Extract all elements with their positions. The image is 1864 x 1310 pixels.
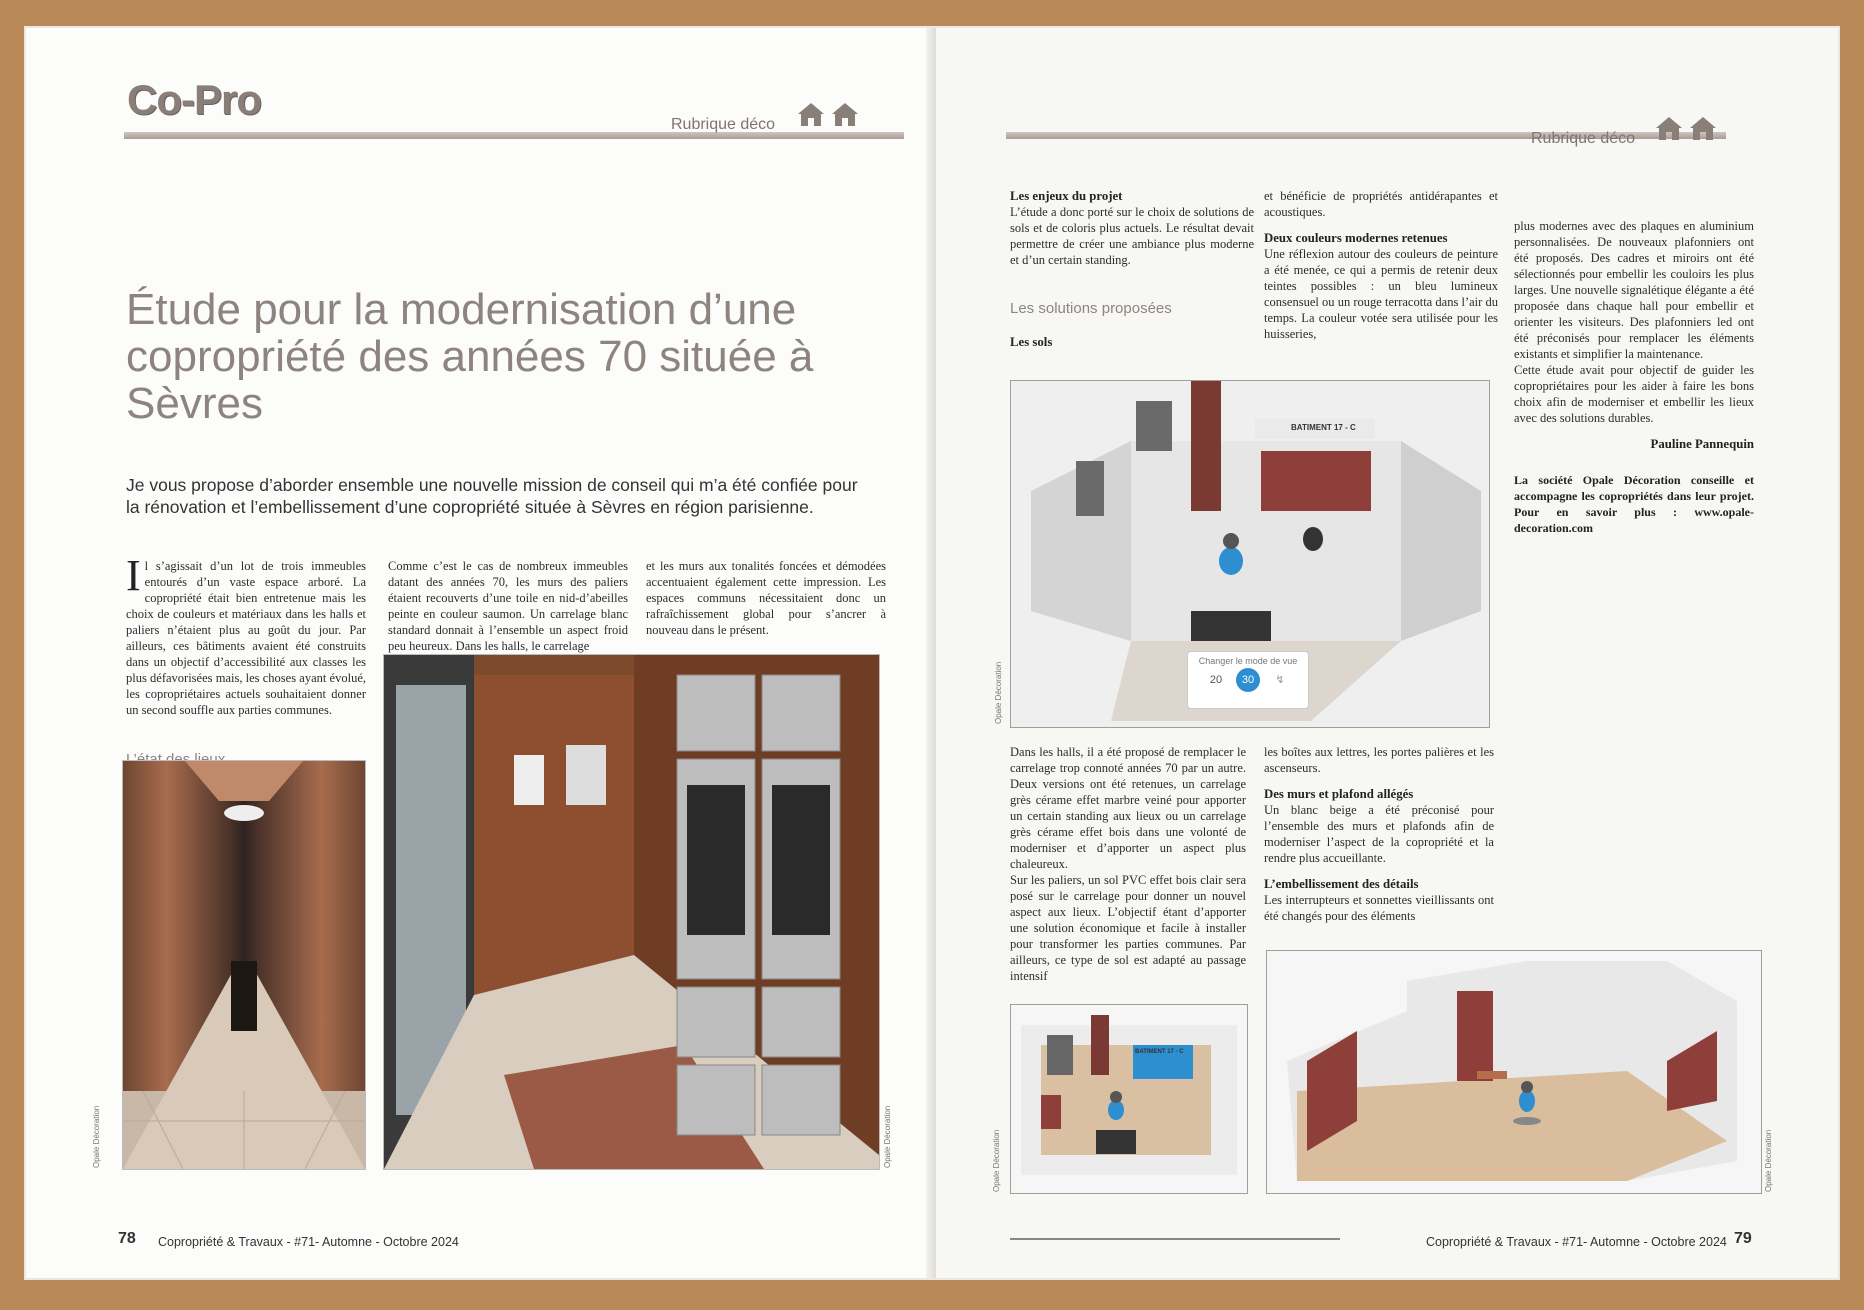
view-mode-widget[interactable] — [1187, 651, 1309, 709]
page-number: 79 — [1734, 1230, 1752, 1247]
right-column-2-top — [1264, 188, 1498, 342]
view-mode-label: Changer le mode de vue — [1198, 656, 1298, 666]
header-rule — [124, 132, 904, 139]
solutions-subhead: Les solutions proposées — [1010, 300, 1172, 317]
render-illustration-small — [1011, 1005, 1247, 1193]
sols-heading-block — [1010, 334, 1254, 350]
couleurs-text: Une réflexion autour des couleurs de peinture a été menée, ce qui a permis de retenir deux teintes possibles : un bleu lumineux consensuel ou un rouge terracotta dans l’air du temps. La couleur votée sera utilisée pour les huisseries, — [1264, 247, 1498, 341]
article-title: Étude pour la modernisation d’une copropriété des années 70 située à Sèvres — [126, 285, 814, 428]
rubric-label: Rubrique déco — [671, 116, 776, 133]
sols-text-2: Sur les paliers, un sol PVC effet bois clair sera posé sur le carrelage pour donner un nouvel aspect aux lieux. L’objectif étant d’apporter une solution économique et facile à installer pour transformer les parties communes. Par ailleurs, ce type de sol est adapté au passage intensif — [1010, 873, 1246, 983]
page-footer: Copropriété & Travaux - #71- Automne - Octobre 2024 — [158, 1235, 459, 1249]
left-column-1 — [126, 551, 366, 718]
right-column-1-top — [1010, 188, 1254, 268]
sols-col2-text: les boîtes aux lettres, les portes palières et les ascenseurs. — [1264, 745, 1494, 775]
article-lead: Je vous propose d’aborder ensemble une nouvelle mission de conseil qui m’a été confiée pour la rénovation et l’embellissement d’une copropriété située à Sèvres en région parisienne. — [126, 475, 858, 517]
photo-credit: Opale Décoration — [92, 1105, 101, 1168]
render-illustration-large — [1267, 951, 1761, 1193]
sols-text: Dans les halls, il a été proposé de remplacer le carrelage trop connoté années 70 par un autre. Deux versions ont été retenues, un carrelage grès cérame effet marbre veiné pour apporter un certain standing aux lieux ou un carrelage grès cérame effet bois dans une volonté de moderniser et d’apporter un aspect plus chaleureux. — [1010, 745, 1246, 871]
hall-3d-render — [1010, 380, 1490, 728]
left-column-3: et les murs aux tonalités foncées et démodées accentuaient également cette impression. Les espaces communs nécessitaient donc un rafraîchissement global pour s’ancrer à nouveau dans le présent. — [646, 559, 886, 637]
corridor-3d-render — [1266, 950, 1762, 1194]
photo-credit: Opale Décoration — [1764, 1129, 1773, 1192]
house-icon — [1688, 114, 1718, 142]
couleurs-heading: Deux couleurs modernes retenues — [1264, 231, 1448, 245]
page-footer: Copropriété & Travaux - #71- Automne - Octobre 2024 — [1426, 1235, 1727, 1249]
left-page — [26, 28, 934, 1278]
details-heading: L’embellissement des détails — [1264, 877, 1419, 891]
enjeux-text: L’étude a donc porté sur le choix de solutions de sols et de coloris plus actuels. Le résultat devait permettre de créer une ambiance plus moderne et d’un certain standing. — [1010, 205, 1254, 267]
author-name: Pauline Pannequin — [1650, 437, 1754, 451]
photo-credit: Opale Décoration — [883, 1105, 892, 1168]
house-icon — [796, 100, 826, 128]
page-number: 78 — [118, 1230, 136, 1247]
details-text: Les interrupteurs et sonnettes vieillissants ont été changés pour des éléments — [1264, 893, 1494, 923]
render-sign: BATIMENT 17 - C — [1291, 423, 1356, 432]
sols-heading: Les sols — [1010, 335, 1053, 349]
render-sign-small: BATIMENT 17 - C — [1135, 1049, 1184, 1055]
right-column-3 — [1514, 218, 1754, 536]
hall-mailbox-photo — [383, 654, 880, 1170]
magazine-spread — [26, 28, 1838, 1278]
col3-text-2: Cette étude avait pour objectif de guider les copropriétaires pour les aider à faire les bons choix afin de moderniser et embellir les lieux avec des solutions durables. — [1514, 363, 1754, 425]
sols-column-2 — [1264, 744, 1494, 924]
corridor-photo — [122, 760, 366, 1170]
photo-credit: Opale Décoration — [994, 661, 1003, 724]
col2-top-text: et bénéficie de propriétés antidérapantes et acoustiques. — [1264, 189, 1498, 219]
house-icon — [1654, 114, 1684, 142]
author-bio: La société Opale Décoration conseille et accompagne les copropriétés dans leur projet. Pour en savoir plus : www.opale-decoration.com — [1514, 473, 1754, 535]
view-mode-3d-button[interactable]: 30 — [1236, 668, 1260, 692]
drop-cap: I — [126, 551, 141, 600]
photo-credit: Opale Décoration — [992, 1129, 1001, 1192]
enjeux-heading: Les enjeux du projet — [1010, 189, 1123, 203]
left-column-2: Comme c’est le cas de nombreux immeubles datant des années 70, les murs des paliers étaient recouverts d’une toile en nid-d’abeilles peinte en couleur saumon. Un carrelage blanc standard donnait à l’ensemble un aspect froid peu heureux. Dans les halls, le carrelage — [388, 559, 628, 653]
view-mode-walk-button[interactable]: ↯ — [1275, 674, 1285, 686]
view-mode-2d-button[interactable]: 20 — [1209, 674, 1223, 686]
col1-text: l s’agissait d’un lot de trois immeubles entourés d’un vaste espace arboré. La copropriété était bien entretenue mais les choix de couleurs et matériaux dans les halls et paliers n’étaient plus au goût du jour. Par ailleurs, ces bâtiments avaient été construits dans un objectif d’accessibilité aux classes les plus défavorisées mais, les choses ayant évolué, les copropriétaires actuels souhaitaient donner un second souffle aux parties communes. — [126, 559, 366, 717]
corridor-illustration — [123, 761, 365, 1169]
sols-column-1 — [1010, 744, 1246, 984]
landing-3d-render — [1010, 1004, 1248, 1194]
hall-illustration — [384, 655, 879, 1169]
murs-text: Un blanc beige a été préconisé pour l’ensemble des murs et plafonds afin de moderniser l’aspect de la copropriété et la rendre plus accueillante. — [1264, 803, 1494, 865]
rubric-label: Rubrique déco — [1531, 130, 1636, 147]
footer-rule — [1010, 1238, 1340, 1240]
brand-logo: Co-Pro — [127, 76, 261, 123]
murs-heading: Des murs et plafond allégés — [1264, 787, 1414, 801]
col3-text: plus modernes avec des plaques en aluminium personnalisées. De nouveaux plafonniers ont été proposés. Des cadres et miroirs ont été sélectionnés pour embellir les couloirs les plus larges. Une nouvelle signalétique élégante a été proposée dans chaque hall pour embellir et orienter les visiteurs. Des plafonniers led ont été préconisés pour remplacer les éléments existants et simplifier la maintenance. — [1514, 219, 1754, 361]
right-page — [936, 28, 1838, 1278]
house-icon — [830, 100, 860, 128]
